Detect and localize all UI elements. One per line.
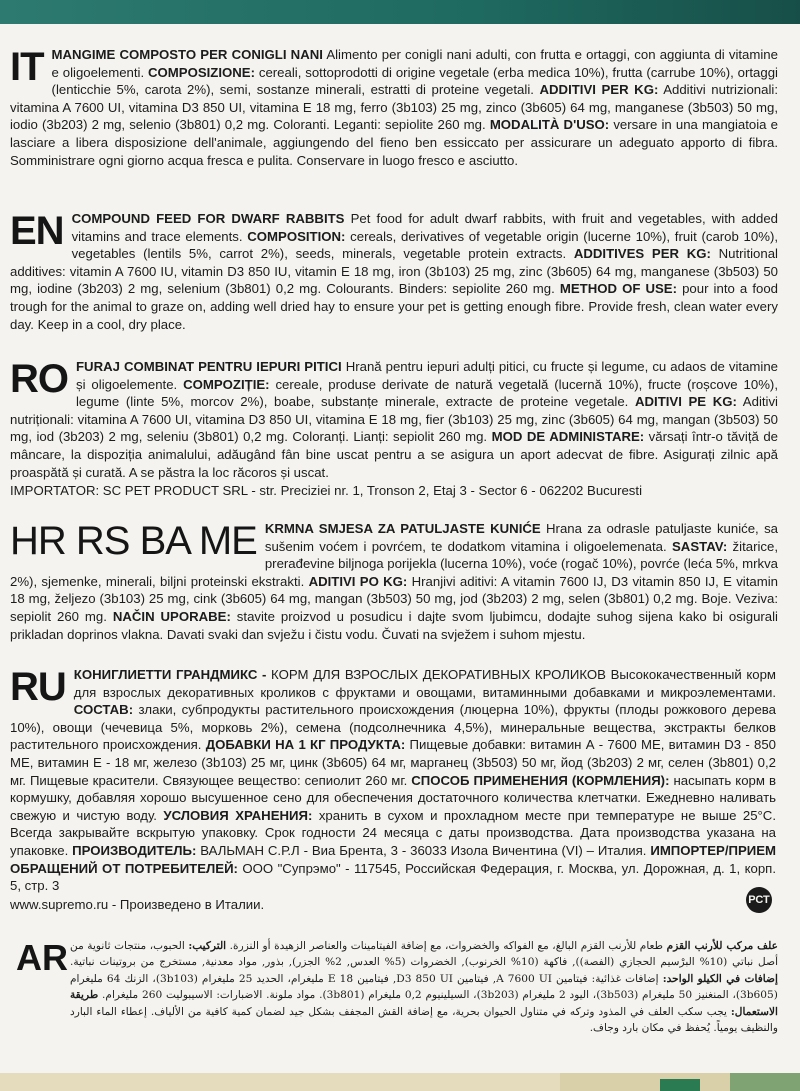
heading-use-ar: طريقة الاستعمال: [70,989,778,1018]
arabic-text [10,938,778,1036]
heading-use-en: METHOD OF USE: [559,281,677,297]
additives-ar: إضافات غذائية: فيتامين A 7600 UI, فيتامين D3 850 UI, فيتامين E 18 مليغرام، الحديد 25 مليغرام (3b103)، الزنك 64 مليغرام (3b605)، المنغنيز 50 مليغرام (3b503)، اليود 2 مليغرام (3b203)، السيلينيوم 0,2 مليغرام (3b801). مواد ملونة. الاضبارات: الاسيبوليت 260 مليغرام. [70,972,778,1002]
section-ar [10,938,778,1036]
title-ro: FURAJ COMBINAT PENTRU IEPURI PITICI [76,359,342,374]
intro-hr: Hrana za odrasle patuljaste kuniće, sa sušenim voćem i povrćem, te dodatkom vitamina i oligoelemenata. [264,521,778,554]
title2-ru: КОРМ ДЛЯ ВЗРОСЛЫХ ДЕКОРАТИВНЫХ КРОЛИКОВ [266,667,606,682]
heading-additives-en: ADDITIVES PER KG: [573,246,711,262]
use-en: pour into a food trough for the animal to graze on, adding well dried hay to ensure your pet is getting enough fibre. Provide fresh, clean water every day. Keep in a cool, dry place. [10,281,778,332]
use-it: versare in una mangiatoia e lasciare a libera disposizione dell'animale, aggiungendo del fieno ben essiccato per assicurare un adeguato apporto di fibra. Somministrare ogni giorno acqua fresca e pulita. Conservare in luogo fresco e asciutto. [10,117,778,168]
section-ru [10,666,776,913]
heading-composition-ro: COMPOZIȚIE: [183,376,270,392]
intro-en: Pet food for adult dwarf rabbits, with fruit and vegetables, with added vitamins and trace elements. [71,211,779,244]
heading-additives-it: ADDITIVI PER KG: [539,82,659,98]
heading-use-it: MODALITÀ D'USO: [489,117,610,133]
language-code-hr: HR RS BA ME [10,519,257,563]
section-hr [10,520,778,643]
additives-hr: Hranjivi aditivi: A vitamin 7600 IJ, D3 vitamin 850 IJ, E vitamin 18 mg, željezo (3b103) 25 mg, cink (3b605) 64 mg, mangan (3b503) 50 mg, jod (3b203) 2 mg, selen (3b801) 0,2 mg. Boje. Veziva: sepiolit 260 mg. [10,573,778,624]
storage-ru: хранить в сухом и прохладном месте при температуре не выше 25°С. Всегда закрывайте вскрытую упаковку. Срок годности 24 месяца с даты производства. Дата производства указана на упаковке. [10,807,776,858]
composition-ar: الحبوب، منتجات ثانوية من أصل نباتي (10% البرْسيم الحجازي (الفصة)), فاكهة (10% الخرنوب), الخضروات (5% العدس, 2% الجزر), بذور, مواد معدنية, مستخرج من بروتينات نباتية. [70,940,779,969]
heading-additives-ru: ДОБАВКИ НА 1 КГ ПРОДУКТА: [205,737,406,753]
heading-use-hr: NAČIN UPORABE: [112,608,231,624]
additives-ru: Пищевые добавки: витамин А - 7600 МЕ, витамин D3 - 850 МЕ, витамин Е - 18 мг, железо (3b103) 25 мг, цинк (3b605) 64 мг, марганец (3b503) 50 мг, йод (3b203) 2 мг, селен (3b801) 0,2 мг. Пищевые красители. Связующее вещество: сепиолит 260 мг. [10,737,776,788]
heading-use-ro: MOD DE ADMINISTARE: [491,429,645,445]
title-hr: KRMNA SMJESA ZA PATULJASTE KUNIĆE [264,521,541,536]
language-code-en: EN [10,209,64,253]
section-en [10,210,778,333]
language-code-ro: RO [10,357,68,401]
heading-additives-ar: إضافات في الكيلو الواحد: [662,972,778,985]
heading-producer-ru: ПРОИЗВОДИТЕЛЬ: [72,842,197,858]
title-it: MANGIME COMPOSTO PER CONIGLI NANI [51,47,323,62]
heading-composition-it: COMPOSIZIONE: [148,64,255,80]
bottom-color-strip [0,1073,800,1091]
use-ru: насыпать корм в кормушку, добавляя хорошо высушенное сено для обеспечения достаточного количества клетчатки. Ежедневно наливать свежую и чистую воду. [10,772,776,823]
use-hr: stavite proizvod u posudicu i dajte svom ljubimcu, dodajte suhog sijena kako bi osigurali prikladan doprinos vlakna. Davati svaki dan svježu i čistu vodu. Čuvati na svježem i suhom mjestu. [10,608,778,642]
composition-ru: злаки, субпродукты растительного происхождения (люцерна 10%), фрукты (плоды рожкового дерева 10%), овощи (чечевица 5%, морковь 2%), семена (подсолнечника 4,5%), минеральные вещества, экстракты белков растительного происхождения. [10,702,776,753]
heading-storage-ru: УСЛОВИЯ ХРАНЕНИЯ: [163,807,313,823]
composition-en: cereals, derivatives of vegetable origin (lucerne 10%), fruit (carob 10%), vegetables (lentils 5%, carrot 2%), seeds, minerals, vegetable protein extracts. [71,228,779,262]
heading-composition-ar: التركيب: [188,940,227,952]
importer-ru: ООО "Супрэмо" - 117545, Российская Федерация, г. Москва, ул. Дорожная, д. 1, корп. 5, стр. 3 [10,860,776,894]
intro-ro: Hrană pentru iepuri adulți pitici, cu fructe și legume, cu adaos de vitamine și oligoelemente. [76,359,779,392]
heading-additives-ro: ADITIVI PE KG: [634,394,737,410]
heading-use-ru: СПОСОБ ПРИМЕНЕНИЯ (КОРМЛЕНИЯ): [411,772,670,788]
heading-importer-ru: ИМПОРТЕР/ПРИЕМ ОБРАЩЕНИЙ ОТ ПОТРЕБИТЕЛЕЙ: [10,842,777,876]
section-it [10,46,778,169]
producer-ru: ВАЛЬМАН С.Р.Л - Виа Брента, 3 - 36033 Изола Вичентина (VI) – Италия. [196,842,651,858]
language-code-ru: RU [10,665,66,709]
title-en: COMPOUND FEED FOR DWARF RABBITS [71,211,345,226]
language-code-it: IT [10,45,44,89]
website-ru: www.supremo.ru - Произведено в Италии. [10,896,265,912]
heading-composition-en: COMPOSITION: [247,228,346,244]
composition-it: cereali, sottoprodotti di origine vegetale (erba medica 10%), frutta (carrube 10%), ortaggi (lenticchie 5%, carota 2%), semi, sostanze minerali, estratti di proteine vegetali. [51,64,778,98]
intro-ru: Высококачественный корм для взрослых декоративных кроликов с фруктами и овощами, витаминными добавками и микроэлементами. [73,667,776,700]
title-ru: КОНИГЛИЕТТИ ГРАНДМИКС - [73,667,267,682]
additives-en: Nutritional additives: vitamin A 7600 IU, vitamin D3 850 IU, vitamin E 18 mg, iron (3b103) 25 mg, zinc (3b605) 64 mg, manganese (3b503) 50 mg, iodine (3b203) 2 mg, selenium (3b801) 0,2 mg. Colourants. Binders: sepiolite 260 mg. [10,246,778,297]
use-ro: vărsați într-o tăviță de mâncare, la dispoziția animalului, adăugând fân bine uscat pentru a se asigura un aport adecvat de fibre. Asigurați zilnic apă proaspătă și curată. A se păstra la loc răcoros și uscat. [10,429,778,480]
intro-it: Alimento per conigli nani adulti, con frutta e ortaggi, con aggiunta di vitamine e oligoelementi. [51,47,778,80]
additives-ro: Aditivi nutriționali: vitamina A 7600 UI, vitamina D3 850 UI, vitamina E 18 mg, fier (3b103) 25 mg, zinc (3b605) 64 mg, mangan (3b503) 50 mg, iod (3b203) 2 mg, seleniu (3b801) 0,2 mg. Coloranți. Lianți: sepiolit 260 mg. [10,394,778,445]
composition-hr: žitarice, prerađevine biljnoga porijekla (lucerna 10%), voće (rogač 10%), povrće (leća 5%, mrkva 2%), sjemenke, minerali, biljni proteinski ekstrakti. [10,538,778,589]
composition-ro: cereale, produse derivate de natură vegetală (lucernă 10%), fructe (roșcove 10%), legume (linte 5%, morcov 2%), boabe, substanțe minerale, extracte de proteine vegetale. [76,376,778,410]
additives-it: Additivi nutrizionali: vitamina A 7600 UI, vitamina D3 850 UI, vitamina E 18 mg, ferro (3b103) 25 mg, zinco (3b605) 64 mg, manganese (3b503) 50 mg, iodio (3b203) 2 mg, selenio (3b801) 0,2 mg. Coloranti. Leganti: sepiolite 260 mg. [10,82,778,133]
top-color-strip [0,0,800,24]
intro-ar: طعام للأرنب القزم البالغ، مع الفواكه والخضروات، مع إضافة الفيتامينات والعناصر الزهيدة أو النزرة. [226,940,667,952]
title-ar: علف مركب للأرنب القزم [666,940,778,952]
language-code-ar: AR [16,937,68,978]
heading-additives-hr: ADITIVI PO KG: [308,573,408,589]
use-ar: يجب سكب العلف في المذود وتركه في متناول الحيوان بحرية، مع إضافة القش المجفف بشكل جيد لضمان كمية كافية من الألياف. إعطاء الماء البارد والنظيف يومياً. يُحفظ في مكان بارد وجاف. [70,1005,778,1035]
importer-ro: IMPORTATOR: SC PET PRODUCT SRL - str. Preciziei nr. 1, Tronson 2, Etaj 3 - Sector 6 - 062202 Bucuresti [10,483,642,499]
section-ro [10,358,778,500]
heading-composition-ru: СОСТАВ: [73,702,134,718]
pct-certification-logo: РСТ [746,887,772,913]
heading-composition-hr: SASTAV: [672,538,728,554]
